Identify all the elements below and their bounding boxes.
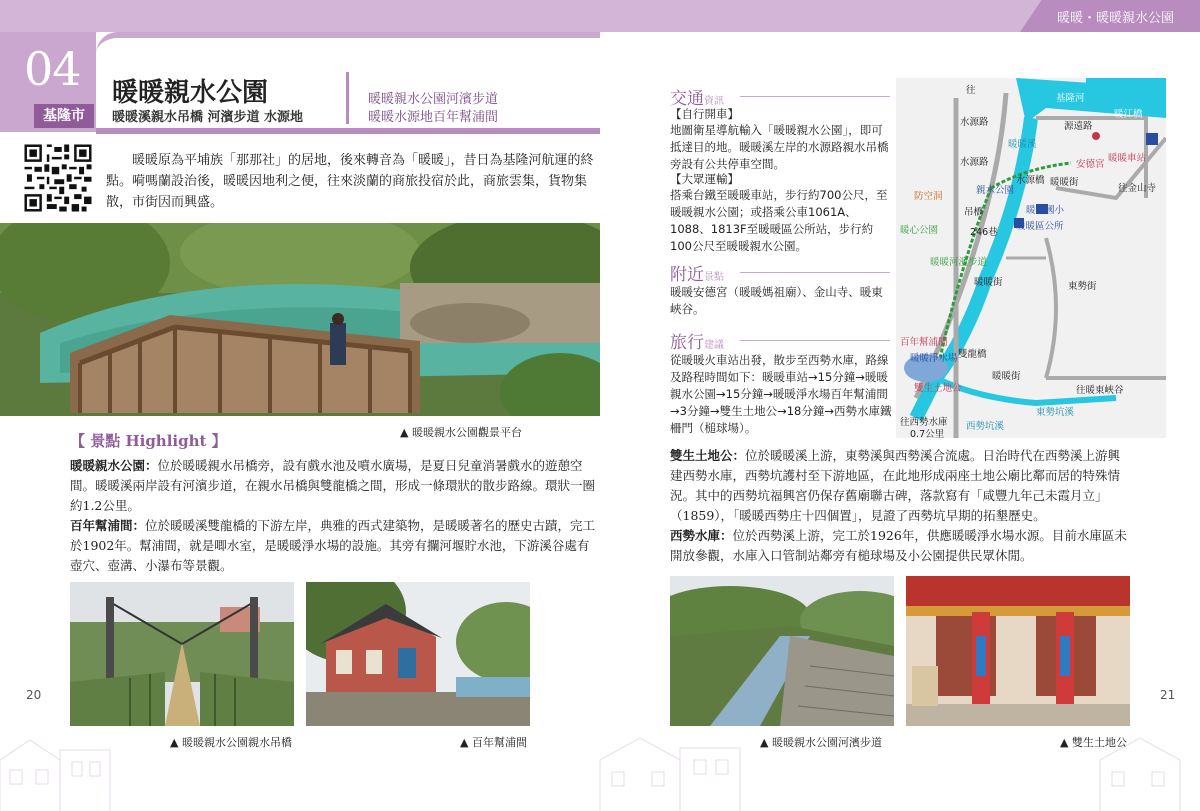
nearby-text: 暖暖安德宮（暖暖媽祖廟）、金山寺、暖東峽谷。	[670, 285, 883, 316]
travel-title-small: 建議	[704, 340, 724, 351]
map-label-25: 雙龍橋	[958, 349, 987, 360]
map-label-27: 雙生土地公	[914, 383, 962, 394]
chapter-number: 04	[24, 42, 81, 96]
right-para-1	[670, 446, 1132, 526]
map-label-22: 東勢街	[1068, 281, 1097, 292]
traffic-drive-text: 地圖衛星導航輸入「暖暖親水公園」，即可抵達目的地。暖暖溪左岸的水源路親水吊橋旁設有公共停車空間。	[670, 123, 889, 171]
highlight-1	[70, 456, 600, 516]
travel-heading	[670, 328, 724, 353]
page-title: 暖暖親水公園	[112, 78, 269, 108]
photo-suspension-bridge	[70, 582, 294, 726]
map-label-15: 吊橋	[964, 207, 984, 218]
caption-pump: ▲ 百年幫浦間	[460, 736, 527, 749]
map-label-7: 水源路	[960, 157, 989, 168]
caption-bridge: ▲ 暖暖親水公園親水吊橋	[170, 736, 292, 749]
traffic-rule	[740, 96, 890, 97]
chapter-city-badge: 基隆市	[34, 104, 94, 128]
map-label-28: 往暖東峽谷	[1076, 385, 1124, 396]
page-number-right: 21	[1160, 688, 1176, 702]
map-label-12: 往金山寺	[1118, 183, 1157, 194]
title-bar-underline	[96, 128, 600, 134]
caption-riverside: ▲ 暖暖親水公園河濱步道	[760, 736, 882, 749]
caption-temple: ▲ 雙生土地公	[1060, 736, 1127, 749]
highlight-2	[70, 516, 600, 576]
traffic-transit-head: 【大眾運輸】	[670, 172, 739, 186]
map-label-8: 水源橋	[1016, 175, 1045, 186]
nearby-title: 附近	[670, 265, 704, 285]
photo-pump-house	[306, 582, 530, 726]
traffic-title-small: 資訊	[704, 96, 724, 107]
map-label-24: 暖暖淨水場	[910, 353, 958, 364]
map-label-3: 暖江橋	[1114, 109, 1143, 120]
page-number-left: 20	[26, 688, 42, 702]
map-label-2: 基隆河	[1056, 93, 1085, 104]
title-divider	[346, 72, 349, 124]
traffic-drive-head: 【自行開車】	[670, 107, 739, 121]
area-map[interactable]	[896, 78, 1166, 438]
qr-code-icon[interactable]	[22, 142, 94, 214]
top-band	[0, 0, 1200, 32]
map-label-30: 0.7公里	[910, 429, 945, 438]
side-line-1: 暖暖親水公園河濱步道	[368, 92, 499, 107]
travel-text: 從暖暖火車站出發，散步至西勢水庫，路線及路程時間如下：暖暖車站→15分鐘→暖暖親水公園→15分鐘→暖暖淨水場百年幫浦間→3分鐘→雙生土地公→18分鐘→西勢水庫鐵柵門（槌球場）。	[670, 353, 892, 435]
houses-decoration-icon	[0, 720, 1200, 811]
traffic-title: 交通	[670, 89, 704, 109]
map-label-4: 水源路	[960, 117, 989, 128]
map-label-23: 百年幫浦間	[900, 337, 948, 348]
highlight-heading: 【 景點 Highlight 】	[70, 432, 227, 450]
traffic-transit-text: 搭乘台鐵至暖暖車站，步行約700公尺，至暖暖親水公園；或搭乘公車1061A、1088、1813F至暖暖區公所站，步行約100公尺至暖暖親水公園。	[670, 188, 888, 253]
highlight-2-name: 百年幫浦間：	[70, 518, 146, 533]
map-label-19: 246巷	[970, 227, 998, 238]
nearby-heading	[670, 260, 724, 285]
nearby-rule	[740, 272, 890, 273]
map-label-18: 暖心公園	[900, 225, 939, 236]
map-label-17: 暖暖區公所	[1016, 221, 1064, 232]
map-label-21: 暖暖街	[974, 277, 1003, 288]
map-label-1: 往	[966, 85, 976, 96]
map-label-20: 暖暖河濱步道	[930, 257, 988, 268]
right-para-2-text: 位於西勢溪上游，完工於1926年，供應暖暖淨水場水源。目前水庫區未開放參觀，水庫入口管制站鄰旁有槌球場及小公園提供民眾休閒。	[670, 528, 1127, 563]
highlight-2-text: 位於暖暖溪雙龍橋的下游左岸，典雅的西式建築物，是暖暖著名的歷史古蹟，完工於1902年。幫浦間，就是唧水室，是暖暖淨水場的設施。其旁有攔河堰貯水池，下游溪谷處有壺穴、壺溝、小瀑布等景觀。	[70, 518, 596, 573]
map-label-32: 東勢坑溪	[1036, 407, 1075, 418]
right-para-2	[670, 526, 1132, 566]
travel-rule	[740, 340, 890, 341]
map-label-29: 往西勢水庫	[900, 417, 948, 428]
nearby-title-small: 景點	[704, 272, 724, 283]
side-line-2: 暖暖水源地百年幫浦間	[368, 110, 499, 125]
map-label-26: 暖暖街	[992, 371, 1021, 382]
intro-paragraph: 暖暖原為平埔族「那那社」的居地，後來轉音為「暖暖」，昔日為基隆河航運的終點。嗬嗎蘭設治後，暖暖因地利之便，往來淡蘭的商旅投宿於此，商旅雲集，貨物集散，市街因而興盛。	[106, 153, 594, 210]
caption-main: ▲ 暖暖親水公園觀景平台	[400, 426, 522, 439]
photo-twin-earth-god	[906, 576, 1130, 726]
map-label-6: 暖暖溪	[1008, 139, 1037, 150]
map-label-13: 防空洞	[914, 191, 943, 202]
photo-riverside-walkway	[670, 576, 894, 726]
right-para-2-name: 西勢水庫：	[670, 528, 733, 543]
map-label-10: 暖暖車站	[1108, 153, 1147, 164]
map-label-16: 暖暖國小	[1026, 205, 1065, 216]
map-label-9: 安德宮	[1076, 159, 1105, 170]
highlight-1-name: 暖暖親水公園：	[70, 458, 158, 473]
photo-viewing-platform	[0, 223, 600, 416]
right-para-1-text: 位於暖暖溪上游，東勢溪與西勢溪合流處。日治時代在西勢溪上游興建西勢水庫，西勢坑護村至下游地區，在此地形成兩座土地公廟比鄰而居的特殊情況。其中的西勢坑福興宮仍保存舊廟聯古碑，落款寫有「咸豐九年己未霞月立」（1859），「暖暖西勢庄十四個置」，見證了西勢坑早期的拓墾歷史。	[670, 448, 1121, 523]
map-label-11: 暖暖街	[1050, 177, 1079, 188]
running-title: 暖暖・暖暖親水公園	[1056, 11, 1174, 26]
travel-title: 旅行	[670, 333, 704, 353]
map-label-31: 西勢坑溪	[966, 421, 1005, 432]
right-para-1-name: 雙生土地公：	[670, 448, 746, 463]
map-label-5: 源遠路	[1064, 121, 1093, 132]
highlight-1-text: 位於暖暖親水吊橋旁，設有戲水池及噴水廣場，是夏日兒童消暑戲水的遊憩空間。暖暖溪兩岸設有河濱步道，在親水吊橋與雙龍橋之間，形成一條環狀的散步路線。環狀一圈約1.2公里。	[70, 458, 596, 513]
page-subtitle: 暖暖溪親水吊橋 河濱步道 水源地	[112, 110, 304, 125]
map-label-14: 親水公園	[976, 185, 1015, 196]
